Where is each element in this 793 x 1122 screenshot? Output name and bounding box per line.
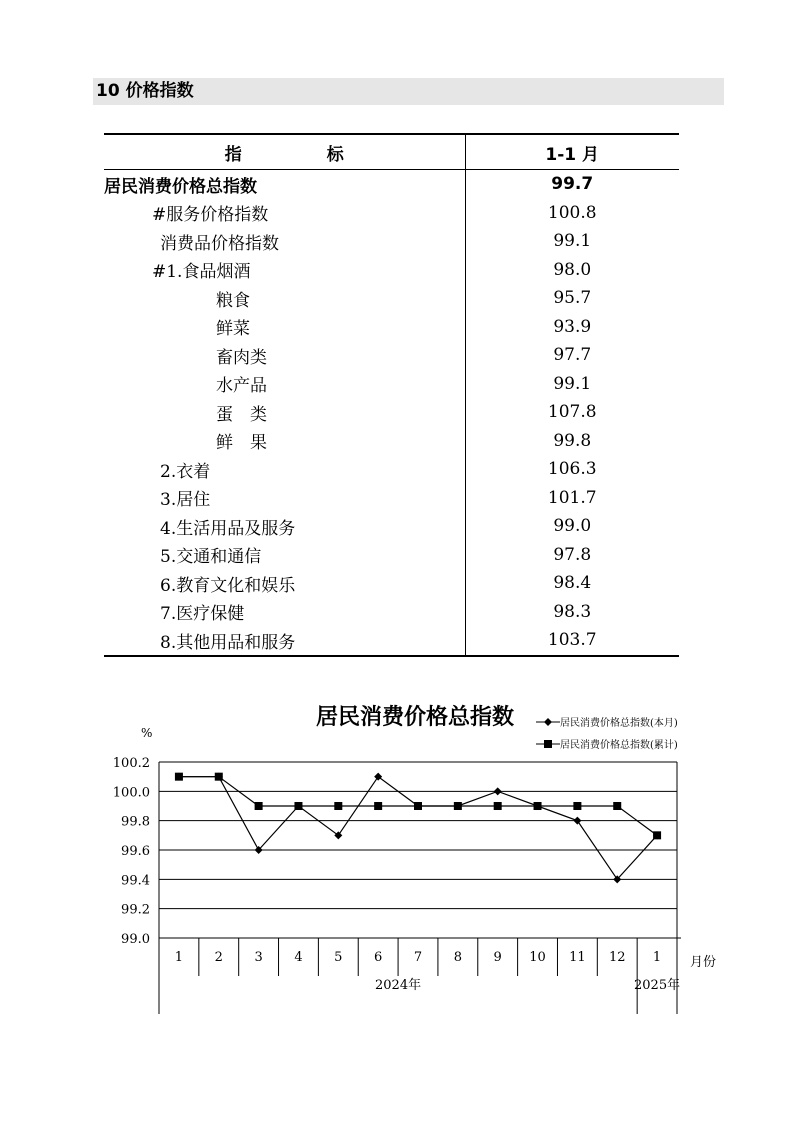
- data-point-square: [374, 802, 382, 810]
- x-tick-label: 7: [413, 950, 423, 965]
- y-axis-unit: %: [141, 726, 153, 740]
- y-tick-label: 99.4: [121, 873, 150, 889]
- data-point-square: [454, 802, 462, 810]
- data-point-square: [534, 802, 542, 810]
- x-tick-label: 3: [254, 950, 263, 965]
- x-axis-label: 月份: [690, 955, 717, 970]
- row-label: 4.生活用品及服务: [104, 512, 465, 541]
- row-value: 99.1: [553, 231, 592, 252]
- data-point-square: [414, 802, 422, 810]
- row-value: 99.0: [553, 516, 592, 537]
- row-label: 水产品: [104, 370, 465, 399]
- data-point-square: [255, 802, 263, 810]
- y-tick-label: 99.6: [121, 844, 150, 859]
- row-label: 6.教育文化和娱乐: [104, 569, 465, 598]
- row-value: 97.7: [553, 345, 592, 366]
- data-point-square: [215, 773, 223, 781]
- data-point-square: [175, 773, 183, 781]
- y-tick-label: 99.8: [121, 814, 150, 830]
- row-value: 99.8: [553, 430, 592, 451]
- header-indicator: 指 标: [104, 134, 465, 170]
- y-tick-label: 99.2: [121, 902, 150, 918]
- row-label: 鲜 果: [104, 427, 465, 456]
- x-tick-label: 8: [453, 950, 462, 965]
- row-value: 98.3: [553, 601, 592, 622]
- row-label: 消费品价格指数: [104, 227, 465, 256]
- data-point-square: [494, 802, 502, 810]
- row-label: 7.医疗保健: [104, 598, 465, 627]
- legend-label: 居民消费价格总指数(本月): [560, 718, 678, 729]
- x-tick-label: 10: [529, 950, 546, 965]
- row-value: 106.3: [547, 459, 597, 480]
- y-tick-label: 100.2: [112, 756, 150, 771]
- row-label: 2.衣着: [104, 455, 465, 484]
- row-value: 98.4: [553, 573, 592, 594]
- y-tick-label: 99.0: [121, 932, 150, 947]
- row-value: 98.0: [553, 259, 592, 280]
- row-value: 93.9: [553, 316, 592, 337]
- chart-title: 居民消费价格总指数: [315, 705, 514, 730]
- x-tick-label: 5: [334, 950, 343, 965]
- x-tick-label: 11: [569, 950, 586, 965]
- x-tick-label: 1: [174, 950, 184, 965]
- legend-label: 居民消费价格总指数(累计): [560, 740, 678, 751]
- row-value: 95.7: [553, 288, 592, 309]
- year-group-label: 2024年: [375, 978, 422, 993]
- section-title: 10 价格指数: [93, 78, 724, 105]
- row-label: 3.居住: [104, 484, 465, 513]
- row-value: 103.7: [465, 626, 679, 656]
- data-point-square: [294, 802, 302, 810]
- row-label: 蛋 类: [104, 398, 465, 427]
- data-point-square: [544, 740, 552, 748]
- data-point-diamond: [573, 817, 581, 825]
- row-label: 粮食: [104, 284, 465, 313]
- series-line: [179, 777, 657, 880]
- y-tick-label: 100.0: [112, 785, 150, 801]
- x-tick-label: 4: [294, 950, 303, 965]
- year-group-label: 2025年: [634, 978, 681, 993]
- row-label: 5.交通和通信: [104, 541, 465, 570]
- x-tick-label: 12: [608, 950, 626, 965]
- row-label: #服务价格指数: [104, 199, 465, 228]
- row-value: 97.8: [553, 544, 592, 565]
- row-label: 畜肉类: [104, 341, 465, 370]
- x-tick-label: 2: [214, 950, 223, 965]
- row-value: 99.1: [553, 373, 592, 394]
- x-tick-label: 6: [374, 950, 383, 965]
- row-value: 107.8: [547, 402, 597, 423]
- data-point-square: [573, 802, 581, 810]
- row-label: 鲜菜: [104, 313, 465, 342]
- data-point-diamond: [544, 718, 552, 726]
- data-point-diamond: [494, 787, 502, 795]
- row-label: 居民消费价格总指数: [104, 170, 465, 199]
- x-tick-label: 9: [493, 950, 502, 965]
- data-point-square: [653, 831, 661, 839]
- row-value: 99.7: [551, 174, 594, 195]
- x-tick-label: 1: [652, 950, 662, 965]
- row-value: 101.7: [547, 487, 597, 508]
- row-label: 8.其他用品和服务: [104, 626, 465, 656]
- header-period: 1-1 月: [465, 134, 679, 170]
- data-point-square: [334, 802, 342, 810]
- row-label: #1.食品烟酒: [104, 256, 465, 285]
- row-value: 100.8: [547, 202, 597, 223]
- data-point-square: [613, 802, 621, 810]
